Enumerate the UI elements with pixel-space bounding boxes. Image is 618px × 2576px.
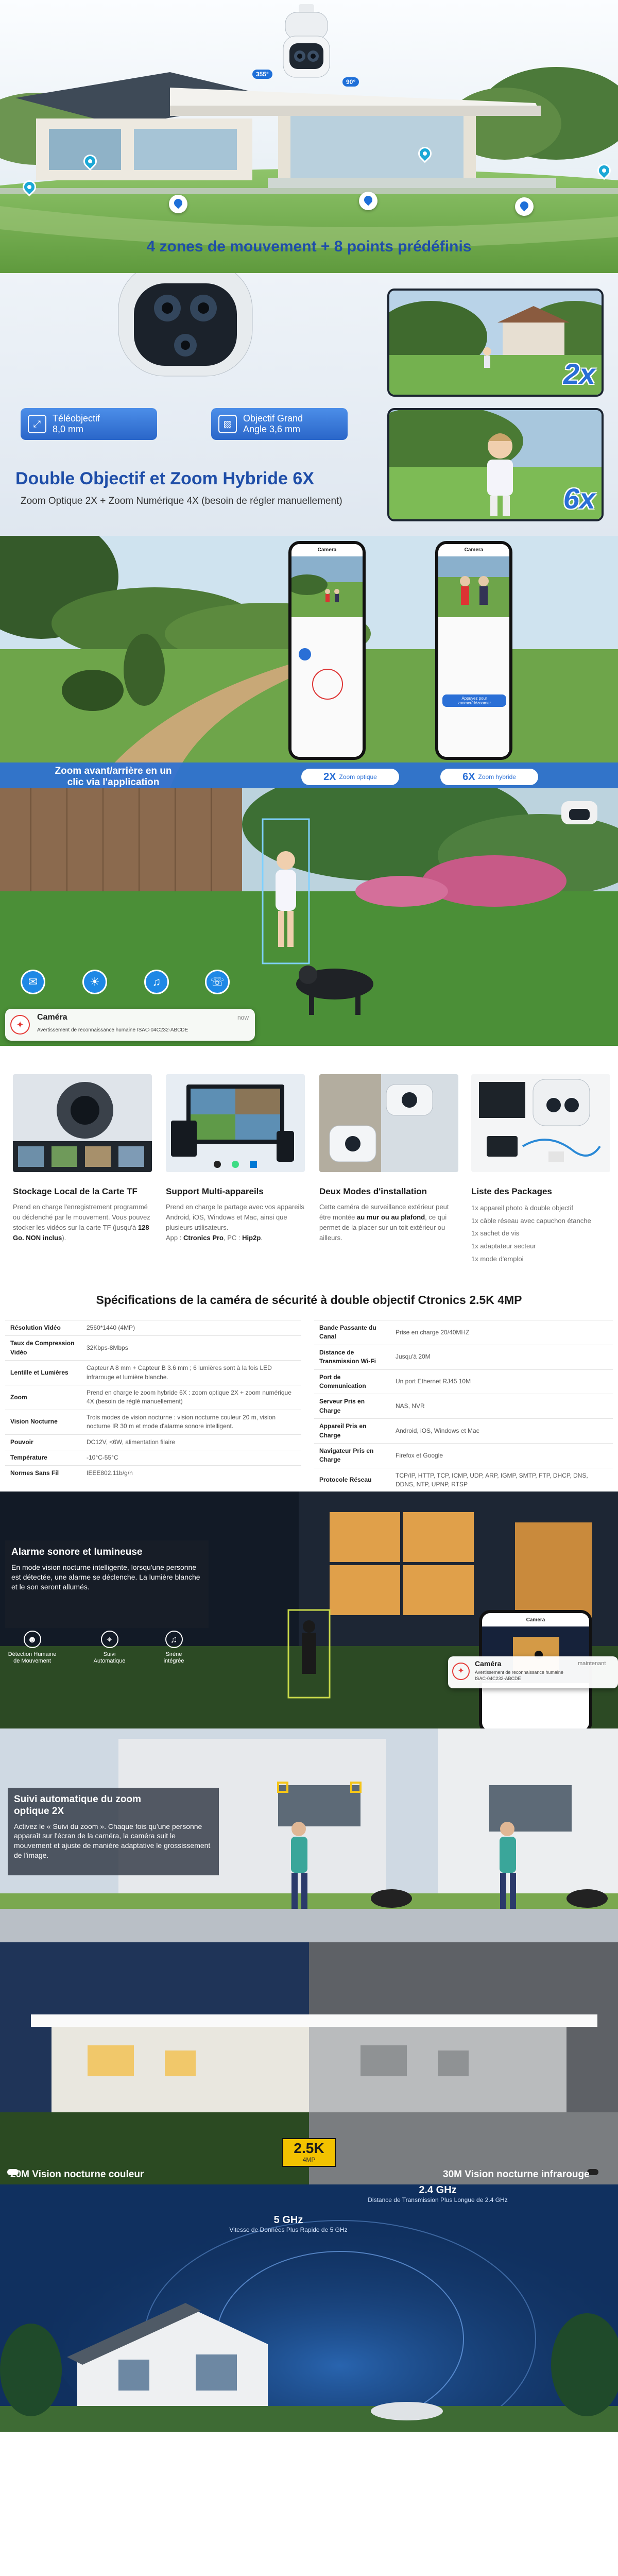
camera-live-view-6x [438,556,509,617]
spec-value: Trois modes de vision nocturne : vision nocturne couleur 20 m, vision nocturne IR 30 m et mode d'alarme sonore intelligent. [81,1410,301,1434]
spec-key: Zoom [5,1385,81,1410]
push-notification[interactable] [5,1009,255,1041]
camera-live-view-2x [291,556,363,617]
tracking-info-panel [8,1788,219,1875]
preset-point-icon[interactable] [169,195,187,213]
auto-tracking-feature [85,1631,134,1665]
package-item: 1x câble réseau avec capuchon étanche [471,1216,591,1225]
app-logo-icon: ✦ [452,1663,470,1680]
icon-label: intégrée [163,1658,184,1665]
optical-zoom-label [301,769,399,785]
feature-package-list [471,1074,610,1265]
ptz-control-panel [291,617,363,760]
band-24-title: 2.4 GHz [419,2184,457,2196]
wide-angle-chip [211,408,348,440]
alarm-title: Alarme sonore et lumineuse [11,1547,143,1557]
dual-lens-camera-image [103,273,268,397]
band-24-sub: Distance de Transmission Plus Longue de 2.4 GHz [368,2196,508,2204]
phone-alert-icon[interactable]: ☏ [205,970,230,994]
siren-icon: ♫ [165,1631,183,1648]
spec-key: Résolution Vidéo [5,1320,81,1336]
spec-key: Température [5,1450,81,1465]
tracking-title-line2: optique 2X [14,1805,64,1817]
notification-app: Caméra [475,1659,502,1668]
spec-value: Jusqu'à 20M [390,1345,613,1369]
spec-row [314,1419,613,1444]
specs-table-left [5,1320,301,1481]
app-label: App : [166,1234,182,1242]
feature-desc-end: ). [62,1234,66,1242]
feature-title: Support Multi-appareils [166,1187,264,1196]
spec-row [5,1450,301,1465]
spec-row [5,1410,301,1434]
band-24-info [258,2184,618,2204]
sound-light-alarm-section [0,1492,618,1728]
icon-label: Automatique [93,1658,126,1665]
night-vision-section [0,1942,618,2184]
app-zoom-section [0,536,618,788]
dual-lens-section [0,273,618,536]
pan-angle-badge: 355° [252,70,272,79]
package-item: 1x sachet de vis [471,1229,520,1238]
pc-label: PC : [227,1234,241,1242]
icon-label: Détection Humaine [8,1651,57,1657]
wide-angle-value: Angle 3,6 mm [243,424,301,434]
ptz-camera-image [278,4,335,81]
human-detection-section [0,788,618,1046]
feature-desc: Prend en charge le partage avec vos appareils Android, iOS, Windows et Mac, ainsi que plusieurs utilisateurs. App : Ctronics Pro, PC : Hip2p. [166,1203,304,1242]
feature-desc-bold: 128 Go. NON inclus [13,1224,149,1242]
features-section [0,1046,618,1293]
color-night-vision-label: 20M Vision nocturne couleur [10,2169,144,2180]
zoom-hint: Appuyez pour zoomer/dézoomer [442,694,506,707]
alert-notification[interactable] [448,1656,618,1688]
ir-night-vision-label: 30M Vision nocturne infrarouge [443,2169,590,2180]
hybrid-zoom-value: 6X [462,771,475,783]
spec-value: Prise en charge 20/40MHZ [390,1320,613,1345]
spec-key: Port de Communication [314,1369,390,1394]
specs-table-right [314,1320,613,1492]
feature-desc-text: Prend en charge l'enregistrement programmé ou déclenché par le mouvement. Vous pouvez stocker les vidéos sur la carte TF (jusqu'à [13,1203,150,1232]
package-list [471,1202,610,1265]
tracking-title [14,1794,213,1818]
feature-desc-text: Prend en charge le partage avec vos appareils Android, iOS, Windows et Mac, ainsi que plusieurs utilisateurs. [166,1203,304,1232]
spec-row [314,1443,613,1468]
auto-tracking-icon: ⌖ [101,1631,118,1648]
feature-desc-text: Cette caméra de surveillance extérieur peut être montée [319,1203,449,1222]
specifications-title: Spécifications de la caméra de sécurité à double objectif Ctronics 2.5K 4MP [96,1293,522,1307]
garden-scene-image [0,788,618,1046]
spec-value: -10°C-55°C [81,1450,301,1465]
feature-image [166,1074,305,1172]
package-item: 1x mode d'emploi [471,1255,524,1263]
telephoto-value: 8,0 mm [53,424,84,434]
pc-name: Hip2p [242,1234,261,1242]
optical-zoom-text: Zoom optique [339,773,377,781]
spec-value: TCP/IP, HTTP, TCP, ICMP, UDP, ARP, IGMP, SMTP, FTP, DHCP, DNS, DDNS, NTP, UPNP, RTSP [390,1468,613,1492]
wide-angle-label: Objectif Grand [243,413,303,424]
band-5-info [185,2214,391,2233]
spec-key: Taux de Compression Vidéo [5,1336,81,1361]
feature-tf-storage [13,1074,152,1244]
dual-lens-subtitle: Zoom Optique 2X + Zoom Numérique 4X (besoin de régler manuellement) [21,496,342,506]
spec-row [314,1369,613,1394]
spec-value: Prend en charge le zoom hybride 6X : zoom optique 2X + zoom numérique 4X (besoin de réglé manuellement) [81,1385,301,1410]
spec-row [5,1385,301,1410]
spec-value: Capteur A 8 mm + Capteur B 3.6 mm ; 6 lumières sont à la fois LED infrarouge et lumière blanche. [81,1361,301,1385]
phone-title: Camera [438,544,509,556]
tilt-angle-badge: 90° [342,77,359,87]
email-alert-icon[interactable]: ✉ [21,970,45,994]
app-zoom-caption [5,766,221,788]
tracking-title-line1: Suivi automatique du zoom [14,1794,142,1805]
notification-time: maintenant [578,1660,606,1667]
notification-text: Avertissement de reconnaissance humaine ISAC-04C232-ABCDE [37,1027,188,1033]
preset-point-icon[interactable] [515,197,534,216]
wide-angle-icon: ▧ [218,415,237,433]
package-item: 1x adaptateur secteur [471,1242,536,1250]
zoom-2x-frame [387,289,604,397]
telephoto-chip [21,408,157,440]
spec-row [5,1336,301,1361]
spec-key: Protocole Réseau [314,1468,390,1492]
spec-key: Lentille et Lumières [5,1361,81,1385]
phone-title: Camera [526,1617,545,1623]
tracking-desc: Activez le « Suivi du zoom ». Chaque fois qu'une personne apparaît sur l'écran de la caméra, la caméra suit le mouvement et ajuste de manière adaptative le grossissement de l'image. [14,1822,211,1860]
zoom-toggle-button[interactable] [299,648,311,660]
phone-mockup-2x [288,541,366,760]
motion-zones-headline: 4 zones de mouvement + 8 points prédéfinis [146,238,472,255]
telephoto-label: Téléobjectif [53,413,100,424]
feature-image [13,1074,152,1172]
zoom-2x-badge: 2x [563,358,595,390]
spec-value: NAS, NVR [390,1394,613,1419]
icon-label: de Mouvement [13,1658,51,1665]
human-detection-icon: ☻ [24,1631,41,1648]
siren-alert-icon[interactable]: ♫ [144,970,169,994]
spec-value: Firefox et Google [390,1443,613,1468]
feature-desc-bold: au mur ou au plafond [357,1213,425,1222]
human-detection-feature [8,1631,57,1665]
spec-key: Serveur Pris en Charge [314,1394,390,1419]
hybrid-zoom-text: Zoom hybride [478,773,516,781]
spec-value: DC12V, <6W, alimentation filaire [81,1434,301,1450]
spec-value: 32Kbps-8Mbps [81,1336,301,1361]
optical-zoom-value: 2X [323,771,336,783]
spec-row [5,1361,301,1385]
resolution-value: 2.5K [294,2140,324,2156]
package-item: 1x appareil photo à double objectif [471,1204,574,1212]
notification-text: Avertissement de reconnaissance humaine ISAC-04C232-ABCDE [475,1670,563,1681]
tap-indicator [312,669,343,700]
caption-line2: clic via l'application [67,776,160,788]
specifications-section [0,1293,618,1492]
dual-lens-title: Double Objectif et Zoom Hybride 6X [15,469,314,488]
feature-desc-end: , ce qui permet de la placer sur un toit extérieur ou ailleurs. [319,1213,447,1242]
zoom-6x-frame [387,408,604,521]
caption-line1: Zoom avant/arrière en un [55,766,172,776]
feature-installation [319,1074,458,1244]
spec-row [314,1320,613,1345]
spec-key: Pouvoir [5,1434,81,1450]
spec-key: Normes Sans Fil [5,1466,81,1481]
ptz-control-panel [438,617,509,760]
auto-tracking-section [0,1728,618,1942]
spec-key: Bande Passante du Canal [314,1320,390,1345]
preset-point-icon[interactable] [359,192,377,210]
icon-label: Suivi [103,1651,116,1657]
spec-row [314,1468,613,1492]
zoom-6x-badge: 6x [563,482,595,515]
app-name: Ctronics Pro [183,1234,224,1242]
icon-label: Sirène [165,1651,182,1657]
feature-desc [319,1202,458,1244]
feature-title: Liste des Packages [471,1187,552,1196]
spec-row [5,1320,301,1336]
feature-desc [13,1202,152,1244]
hybrid-zoom-label [440,769,538,785]
feature-multi-device [166,1074,305,1244]
notification-time: now [237,1014,249,1021]
alarm-info-panel [5,1540,209,1628]
dual-band-wifi-section [0,2184,618,2432]
spec-row [314,1394,613,1419]
siren-feature [149,1631,198,1665]
spec-row [5,1434,301,1450]
spec-value: Un port Ethernet RJ45 10M [390,1369,613,1394]
spec-value: IEEE802.11b/g/n [81,1466,301,1481]
light-alert-icon[interactable]: ☀ [82,970,107,994]
resolution-badge [282,2138,336,2167]
spec-key: Appareil Pris en Charge [314,1419,390,1444]
feature-title: Deux Modes d'installation [319,1187,427,1196]
resolution-sub: 4MP [302,2156,316,2163]
telephoto-icon: ⤢ [28,415,46,433]
band-5-title: 5 GHz [273,2214,303,2226]
spec-value: Android, iOS, Windows et Mac [390,1419,613,1444]
band-5-sub: Vitesse de Données Plus Rapide de 5 GHz [229,2226,348,2233]
phone-mockup-6x [435,541,512,760]
app-logo-icon: ✦ [10,1015,30,1035]
spec-row [5,1466,301,1481]
motion-zones-section [0,0,618,273]
alarm-desc: En mode vision nocturne intelligente, lorsqu'une personne est détectée, une alarme se déclenche. La lumière blanche et le son seront allumés. [11,1563,200,1591]
spec-row [314,1345,613,1369]
feature-image [471,1074,610,1172]
spec-key: Navigateur Pris en Charge [314,1443,390,1468]
notification-app: Caméra [37,1013,67,1022]
spec-key: Distance de Transmission Wi-Fi [314,1345,390,1369]
spec-key: Vision Nocturne [5,1410,81,1434]
spec-value: 2560*1440 (4MP) [81,1320,301,1336]
phone-title: Camera [291,544,363,556]
feature-image [319,1074,458,1172]
feature-title: Stockage Local de la Carte TF [13,1187,138,1196]
